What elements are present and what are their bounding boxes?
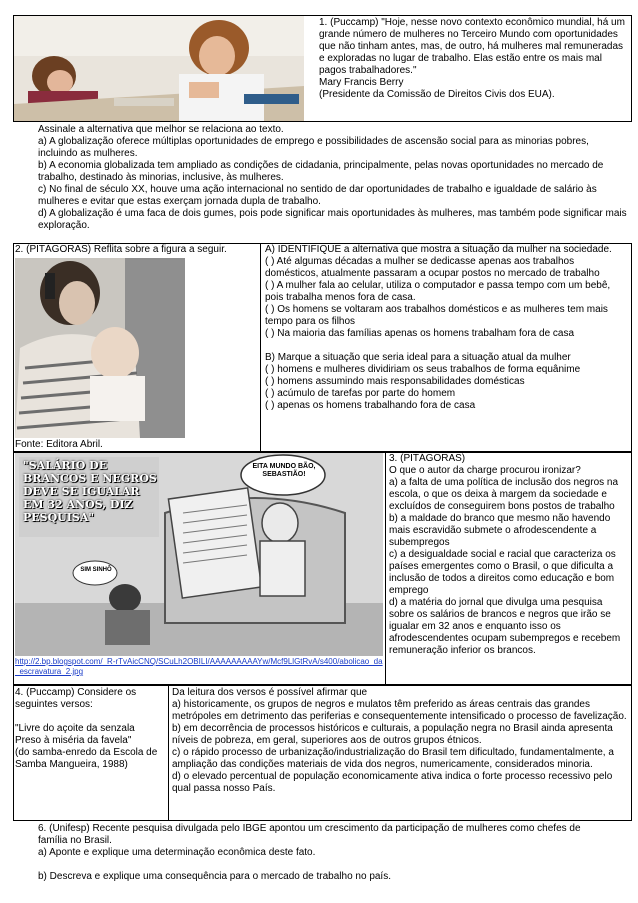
- q1-option-c: c) No final de século XX, houve uma ação internacional no sentido de dar oportunidades de trabalho e igualdade de salário às mulheres e evitar que estas exerçam jornada dupla de trabalho.: [38, 184, 597, 207]
- q2-mother-baby-photo: [15, 258, 185, 438]
- q6-item-a: a) Aponte e explique uma determinação econômica deste fato.: [38, 847, 316, 858]
- q1-option-a: a) A globalização oferece múltiplas oportunidades de emprego e possibilidades de ascensão social para as minorias pobres, incluindo as mulheres.: [38, 136, 589, 159]
- q1-author: Mary Francis Berry: [319, 77, 404, 88]
- q1-classroom-photo: [14, 16, 304, 121]
- q2-a-option-2: ( ) A mulher fala ao celular, utiliza o computador e passa tempo com um bebê, pois trabalha menos fora de casa.: [265, 280, 611, 303]
- q3-cartoon-headline: "SALÁRIO DE BRANCOS E NEGROS DEVE SE IGUALAR EM 32 ANOS, DIZ PESQUISA": [23, 459, 157, 524]
- q4-option-b: b) em decorrência de processos históricos e culturais, a população negra no Brasil ainda apresenta níveis de pobreza, em geral, superiores aos de outros grupos étnicos.: [172, 723, 613, 746]
- q1-option-b: b) A economia globalizada tem ampliado as condições de cidadania, principalmente, pelas novas oportunidades no mercado de trabalho, destinado às minorias, inclusive, às mulheres.: [38, 160, 604, 183]
- q1-author-role: (Presidente da Comissão de Direitos Civis dos EUA).: [319, 89, 555, 100]
- q6-title: 6. (Unifesp) Recente pesquisa divulgada pelo IBGE apontou um crescimento da participação de mulheres como chefes de família no Brasil.: [38, 823, 581, 846]
- q4-divider: [168, 685, 169, 821]
- q2-a-option-3: ( ) Os homens se voltaram aos trabalhos domésticos e as mulheres tem mais tempo para os filhos: [265, 304, 608, 327]
- q4-right: [172, 687, 628, 795]
- q3-option-c: c) a desigualdade social e racial que caracteriza os países emergentes como o Brasil, o que dificulta a inclusão de todos a direitos como educação e bom emprego: [389, 549, 616, 596]
- q1-option-d: d) A globalização é uma faca de dois gumes, pois pode significar mais oportunidades às mulheres, mas também pode significar mais exploração.: [38, 208, 627, 231]
- q2-right: [265, 244, 629, 412]
- q2-title: 2. (PITÁGORAS) Reflita sobre a figura a seguir.: [15, 244, 227, 255]
- q4-verse-source: (do samba-enredo da Escola de Samba Mangueira, 1988): [15, 747, 158, 770]
- q2-divider: [260, 243, 261, 452]
- q3-title: 3. (PITÁGORAS): [389, 453, 466, 464]
- q2-b-option-1: ( ) homens e mulheres dividiriam os seus trabalhos de forma equânime: [265, 364, 581, 375]
- q1-quote: [319, 17, 627, 101]
- q2-part-b: B) Marque a situação que seria ideal para a situação atual da mulher: [265, 352, 571, 363]
- q2-b-option-3: ( ) acúmulo de tarefas por parte do homem: [265, 388, 456, 399]
- q3-right: [389, 453, 629, 657]
- q4-title: 4. (Puccamp) Considere os seguintes versos:: [15, 687, 137, 710]
- q3-cartoon: [15, 453, 383, 656]
- q1-quote-text: 1. (Puccamp) "Hoje, nesse novo contexto econômico mundial, há um grande número de mulheres no Terceiro Mundo com oportunidades que não tinham antes, mas, de outro, há mulheres mal remuneradas e exploradas no lugar de trabalho. Elas estão entre os mais mal pagos trabalhadores.": [319, 17, 625, 76]
- q2-source: Fonte: Editora Abril.: [15, 439, 103, 450]
- q4-option-a: a) historicamente, os grupos de negros e mulatos têm preferido as áreas centrais das grandes metrópoles em detrimento das periferias e consequentemente intensificado o processo de favelização.: [172, 699, 627, 722]
- q3-divider: [385, 452, 386, 685]
- q3-option-b: b) a maldade do branco que mesmo não havendo mais escravidão submete o afrodescendente a subempregos: [389, 513, 611, 548]
- q4-option-c: c) o rápido processo de urbanização/industrialização do Brasil tem dificultado, fundamentalmente, a ampliação das condições materiais de vida dos negros, numericamente, considerados minoria.: [172, 747, 614, 770]
- q2-part-a: A) IDENTIFIQUE a alternativa que mostra a situação da mulher na sociedade.: [265, 244, 612, 255]
- q3-source-link[interactable]: http://2.bp.blogspot.com/_R-rTvAicCNQ/SCuLh2OBILI/AAAAAAAAAYw/Mcf9LlGtRvA/s400/abolicao_da_escravatura_2.jpg: [15, 657, 383, 676]
- q2-b-option-2: ( ) homens assumindo mais responsabilidades domésticas: [265, 376, 525, 387]
- q3-cartoon-bubble: EITA MUNDO BÃO, SEBASTIÃO!: [252, 463, 316, 478]
- q4-verse-1: "Livre do açoite da senzala: [15, 723, 135, 734]
- q4-prompt: Da leitura dos versos é possível afirmar que: [172, 687, 368, 698]
- q1-question: [38, 124, 630, 232]
- q4-option-d: d) o elevado percentual de população economicamente ativa indica o forte processo recessivo pelo qual passa nosso País.: [172, 771, 613, 794]
- q4-left: [15, 687, 165, 771]
- q2-b-option-4: ( ) apenas os homens trabalhando fora de casa: [265, 400, 476, 411]
- q3-option-d: d) a matéria do jornal que divulga uma pesquisa sobre os salários de brancos e negros que irão se igualar em 32 anos e enquanto isso os afrodescendentes ocupam subempregos e recebem remuneração inferior os brancos.: [389, 597, 621, 656]
- q3-option-a: a) a falta de uma política de inclusão dos negros na escola, o que os deixa à margem da sociedade e excluídos de conseguirem bons postos de trabalho: [389, 477, 619, 512]
- q3-cartoon-small-bubble: SIM SINHÔ: [80, 567, 112, 573]
- q2-a-option-1: ( ) Até algumas décadas a mulher se dedicasse apenas aos trabalhos domésticos, atualmente passaram a ocupar postos no mercado de trabalho: [265, 256, 600, 279]
- q6-item-b: b) Descreva e explique uma consequência para o mercado de trabalho no país.: [38, 871, 391, 882]
- q3-question: O que o autor da charge procurou ironizar?: [389, 465, 581, 476]
- q2-a-option-4: ( ) Na maioria das famílias apenas os homens trabalham fora de casa: [265, 328, 575, 339]
- q6: [38, 823, 598, 883]
- q4-verse-2: Preso à miséria da favela": [15, 735, 132, 746]
- q1-prompt: Assinale a alternativa que melhor se relaciona ao texto.: [38, 124, 284, 135]
